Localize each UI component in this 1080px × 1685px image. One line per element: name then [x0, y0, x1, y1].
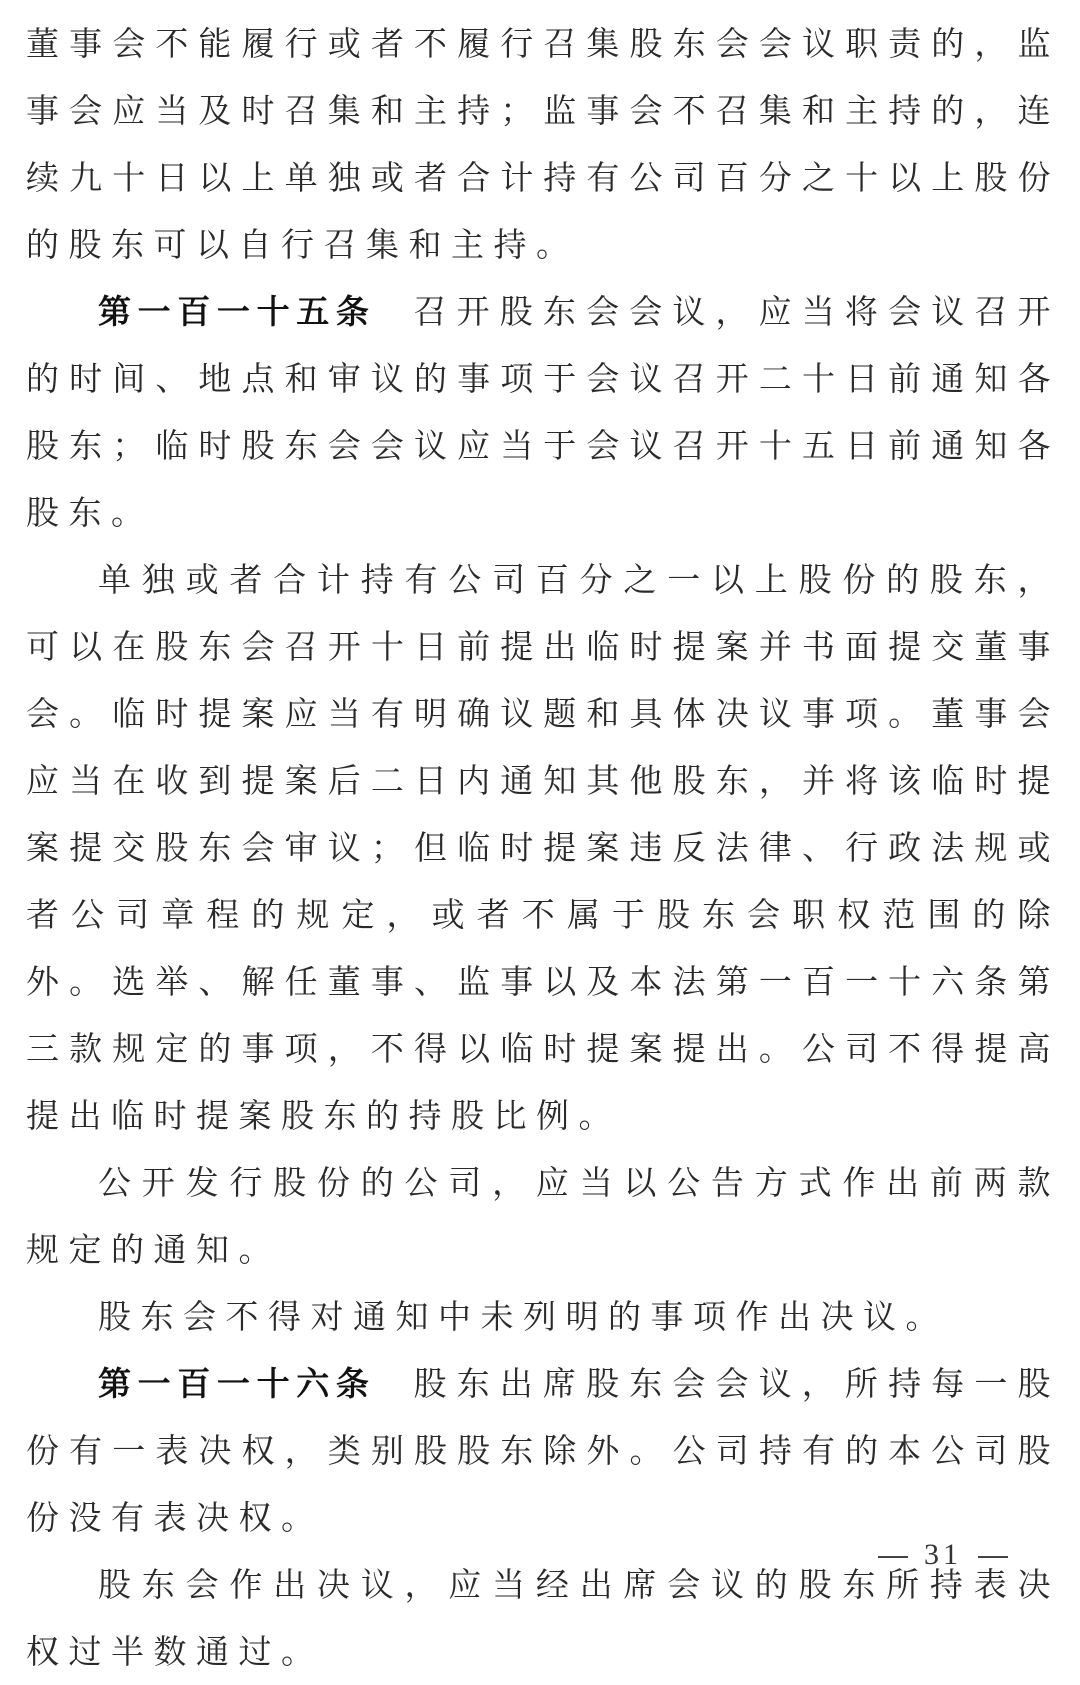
page-number: 31: [924, 1538, 962, 1571]
paragraph-unlisted-matters: [26, 1283, 1060, 1350]
document-page: [26, 0, 1060, 1685]
article-number: 第一百一十五条: [98, 292, 376, 331]
paragraph-public-notice: [26, 1149, 1060, 1283]
paragraph-temporary-proposal: [26, 546, 1060, 1149]
footer-dash-left: [878, 1556, 908, 1558]
paragraph-text: 召开股东会会议，应当将会议召开的时间、地点和审议的事项于会议召开二十日前通知各股东；临时股东会会议应当于会议召开十五日前通知各股东。: [26, 292, 1060, 532]
paragraph-text: 公开发行股份的公司，应当以公告方式作出前两款规定的通知。: [26, 1163, 1060, 1269]
paragraph-continuation: [26, 10, 1060, 278]
paragraph-text: 董事会不能履行或者不履行召集股东会会议职责的，监事会应当及时召集和主持；监事会不召集和主持的，连续九十日以上单独或者合计持有公司百分之十以上股份的股东可以自行召集和主持。: [26, 24, 1060, 264]
paragraph-text: 单独或者合计持有公司百分之一以上股份的股东，可以在股东会召开十日前提出临时提案并书面提交董事会。临时提案应当有明确议题和具体决议事项。董事会应当在收到提案后二日内通知其他股东，并将该临时提案提交股东会审议；但临时提案违反法律、行政法规或者公司章程的规定，或者不属于股东会职权范围的除外。选举、解任董事、监事以及本法第一百一十六条第三款规定的事项，不得以临时提案提出。公司不得提高提出临时提案股东的持股比例。: [26, 560, 1060, 1135]
page-footer: [862, 1538, 1024, 1572]
article-116: [26, 1350, 1060, 1551]
paragraph-text: 股东会作出决议，应当经出席会议的股东所持表决权过半数通过。: [26, 1565, 1060, 1671]
paragraph-text: 股东会不得对通知中未列明的事项作出决议。: [98, 1297, 948, 1336]
paragraph-text: 股东出席股东会会议，所持每一股份有一表决权，类别股股东除外。公司持有的本公司股份没有表决权。: [26, 1364, 1060, 1537]
footer-dash-right: [978, 1556, 1008, 1558]
article-number: 第一百一十六条: [98, 1364, 376, 1403]
article-115: [26, 278, 1060, 546]
